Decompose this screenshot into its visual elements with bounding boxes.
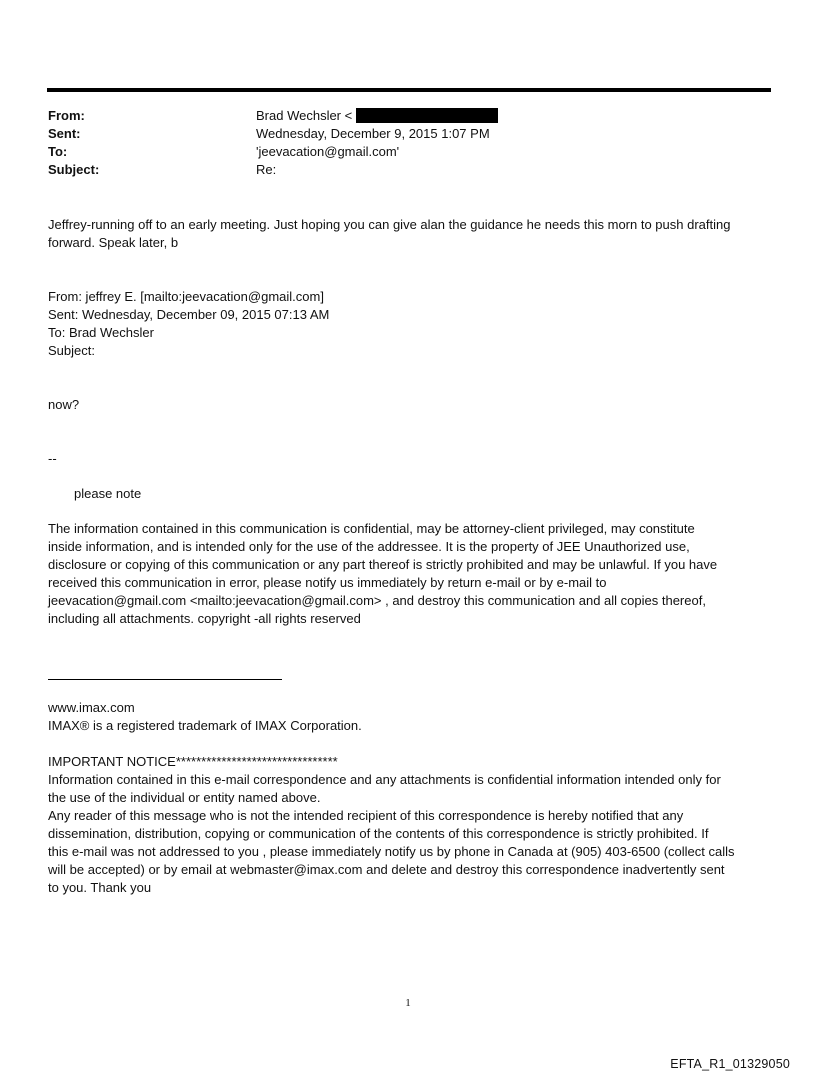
notice-line: to you. Thank you [48, 880, 152, 895]
quoted-subject: Subject: [48, 343, 95, 358]
notice-line: received this communication in error, please notify us immediately by return e-mail or by e-mail to [48, 575, 607, 590]
bates-number: EFTA_R1_01329050 [670, 1057, 790, 1071]
notice-heading: IMPORTANT NOTICE******************************** [48, 754, 338, 769]
reply-line: Jeffrey-running off to an early meeting. Just hoping you can give alan the guidance he needs this morn to push drafting [48, 217, 731, 232]
notice-line: the use of the individual or entity named above. [48, 790, 321, 805]
notice-line: will be accepted) or by email at webmaster@imax.com and delete and destroy this correspondence inadvertently sent [48, 862, 725, 877]
sent-label: Sent: [48, 126, 81, 141]
important-notice [48, 753, 764, 897]
reply-body [48, 216, 764, 252]
quoted-body: now? [48, 397, 80, 412]
notice-line: dissemination, distribution, copying or communication of the contents of this correspondence is strictly prohibited. If [48, 826, 709, 841]
from-label: From: [48, 108, 85, 123]
subject-label: Subject: [48, 162, 100, 177]
notice-line: including all attachments. copyright -all rights reserved [48, 611, 361, 626]
email-header [48, 107, 768, 179]
notice-line: disclosure or copying of this communication or any part thereof is strictly prohibited and may be unlawful. If you have [48, 557, 718, 572]
subject-row [48, 161, 768, 179]
page-number: 1 [405, 997, 411, 1009]
please-note: please note [74, 486, 142, 501]
subject-value: Re: [256, 162, 277, 177]
notice-line: The information contained in this communication is confidential, may be attorney-client privileged, may constitute [48, 521, 695, 536]
quoted-header [48, 288, 764, 360]
quoted-to: To: Brad Wechsler [48, 325, 154, 340]
header-divider [47, 88, 771, 92]
signature-separator: -- [48, 451, 57, 466]
notice-line: this e-mail was not addressed to you , please immediately notify us by phone in Canada at (905) 403-6500 (collect calls [48, 844, 735, 859]
reply-line: forward. Speak later, b [48, 235, 179, 250]
from-name: Brad Wechsler < [256, 108, 353, 123]
notice-line: jeevacation@gmail.com <mailto:jeevacation@gmail.com> , and destroy this communication and all copies thereof, [48, 593, 706, 608]
quoted-sent: Sent: Wednesday, December 09, 2015 07:13 AM [48, 307, 330, 322]
notice-line: inside information, and is intended only for the use of the addressee. It is the property of JEE Unauthorized use, [48, 539, 690, 554]
confidentiality-notice [48, 520, 764, 628]
to-label: To: [48, 144, 68, 159]
from-value [256, 107, 498, 125]
imax-link: www.imax.com [48, 700, 135, 715]
imax-footer [48, 699, 764, 735]
from-row [48, 107, 768, 125]
notice-line: Information contained in this e-mail correspondence and any attachments is confidential information intended only for [48, 772, 721, 787]
footer-divider [48, 679, 282, 680]
to-value: 'jeevacation@gmail.com' [256, 144, 400, 159]
to-row [48, 143, 768, 161]
quoted-from: From: jeffrey E. [mailto:jeevacation@gmail.com] [48, 289, 324, 304]
sent-value: Wednesday, December 9, 2015 1:07 PM [256, 126, 490, 141]
sent-row [48, 125, 768, 143]
redaction-box [356, 108, 498, 123]
notice-line: Any reader of this message who is not the intended recipient of this correspondence is hereby notified that any [48, 808, 684, 823]
imax-trademark: IMAX® is a registered trademark of IMAX Corporation. [48, 718, 362, 733]
